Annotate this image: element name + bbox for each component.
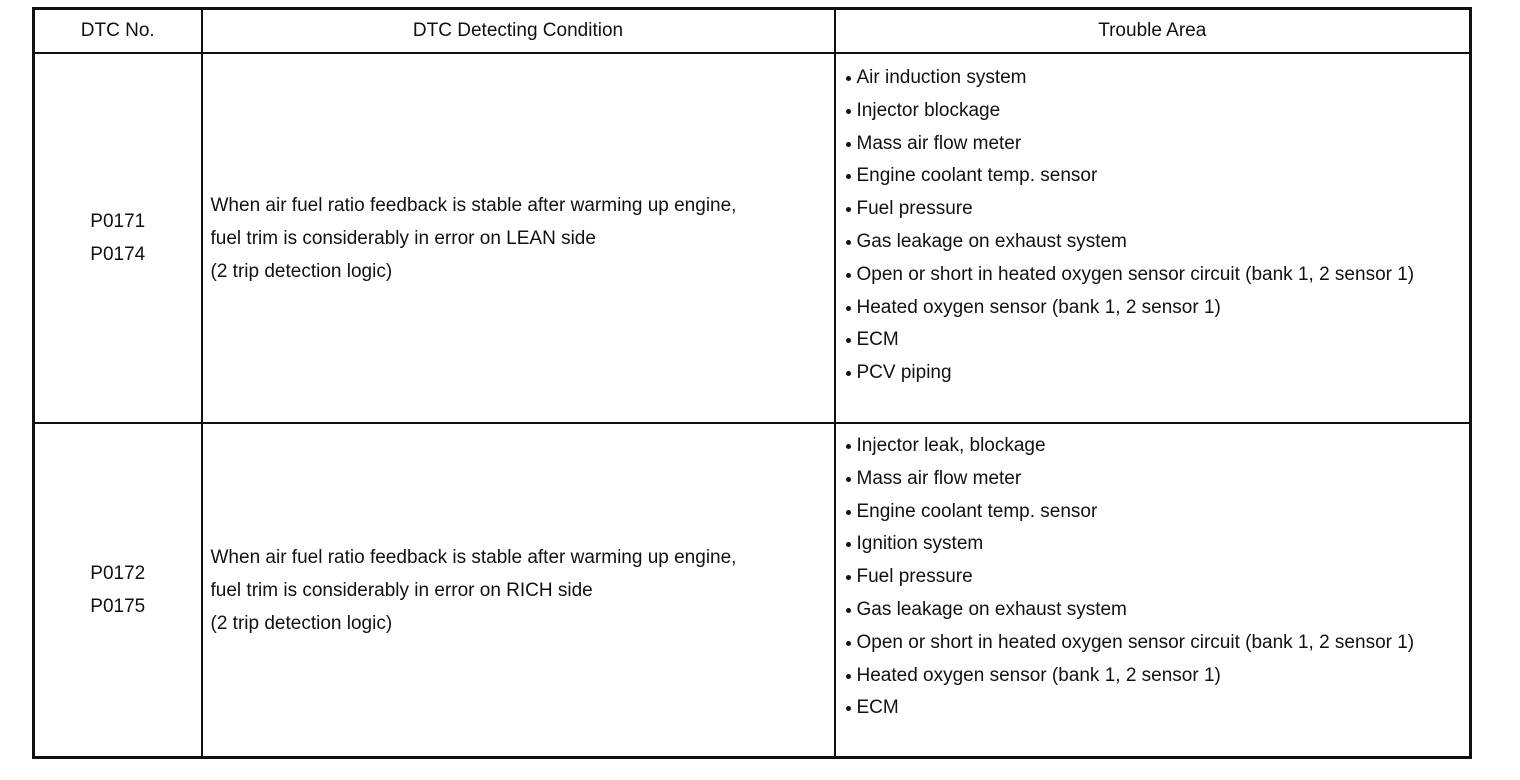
trouble-area-item: Ignition system: [844, 528, 1470, 561]
trouble-area-item: Open or short in heated oxygen sensor circuit (bank 1, 2 sensor 1): [844, 627, 1470, 660]
trouble-area-item: Engine coolant temp. sensor: [844, 496, 1470, 529]
trouble-area-item: Heated oxygen sensor (bank 1, 2 sensor 1): [844, 660, 1470, 693]
detecting-condition-cell: [202, 423, 835, 758]
trouble-area-item: Injector blockage: [844, 95, 1470, 128]
trouble-area-item: Fuel pressure: [844, 193, 1470, 226]
trouble-area-item: Open or short in heated oxygen sensor circuit (bank 1, 2 sensor 1): [844, 259, 1470, 292]
condition-line: (2 trip detection logic): [210, 612, 393, 634]
trouble-area-item: ECM: [844, 692, 1470, 725]
trouble-area-item: Engine coolant temp. sensor: [844, 160, 1470, 193]
dtc-code: P0175: [90, 596, 146, 617]
header-dtc-no: DTC No.: [34, 9, 202, 54]
dtc-code: P0171: [90, 211, 146, 232]
trouble-area-item: Fuel pressure: [844, 561, 1470, 594]
header-detecting-condition: DTC Detecting Condition: [202, 9, 835, 54]
condition-line: When air fuel ratio feedback is stable after warming up engine,: [210, 194, 737, 216]
trouble-area-item: PCV piping: [844, 357, 1470, 390]
trouble-area-item: Gas leakage on exhaust system: [844, 226, 1470, 259]
trouble-area-item: Injector leak, blockage: [844, 430, 1470, 463]
condition-line: fuel trim is considerably in error on LEAN side: [210, 227, 596, 249]
dtc-code: P0172: [90, 563, 146, 584]
detecting-condition-cell: [202, 53, 835, 423]
trouble-area-item: Mass air flow meter: [844, 128, 1470, 161]
dtc-number-cell: [34, 423, 202, 758]
dtc-code: P0174: [90, 244, 146, 265]
condition-line: (2 trip detection logic): [210, 260, 393, 282]
trouble-area-cell: [835, 53, 1471, 423]
trouble-area-item: Heated oxygen sensor (bank 1, 2 sensor 1): [844, 292, 1470, 325]
trouble-area-list: [836, 424, 1470, 725]
trouble-area-list: [836, 54, 1470, 390]
table-row: [34, 53, 1471, 423]
condition-line: fuel trim is considerably in error on RICH side: [210, 579, 593, 601]
dtc-number-cell: [34, 53, 202, 423]
trouble-area-item: ECM: [844, 324, 1470, 357]
header-trouble-area: Trouble Area: [835, 9, 1471, 54]
trouble-area-cell: [835, 423, 1471, 758]
trouble-area-item: Mass air flow meter: [844, 463, 1470, 496]
dtc-table: [32, 7, 1472, 759]
condition-line: When air fuel ratio feedback is stable after warming up engine,: [210, 546, 737, 568]
trouble-area-item: Air induction system: [844, 62, 1470, 95]
header-row: [34, 9, 1471, 54]
trouble-area-item: Gas leakage on exhaust system: [844, 594, 1470, 627]
table-row: [34, 423, 1471, 758]
